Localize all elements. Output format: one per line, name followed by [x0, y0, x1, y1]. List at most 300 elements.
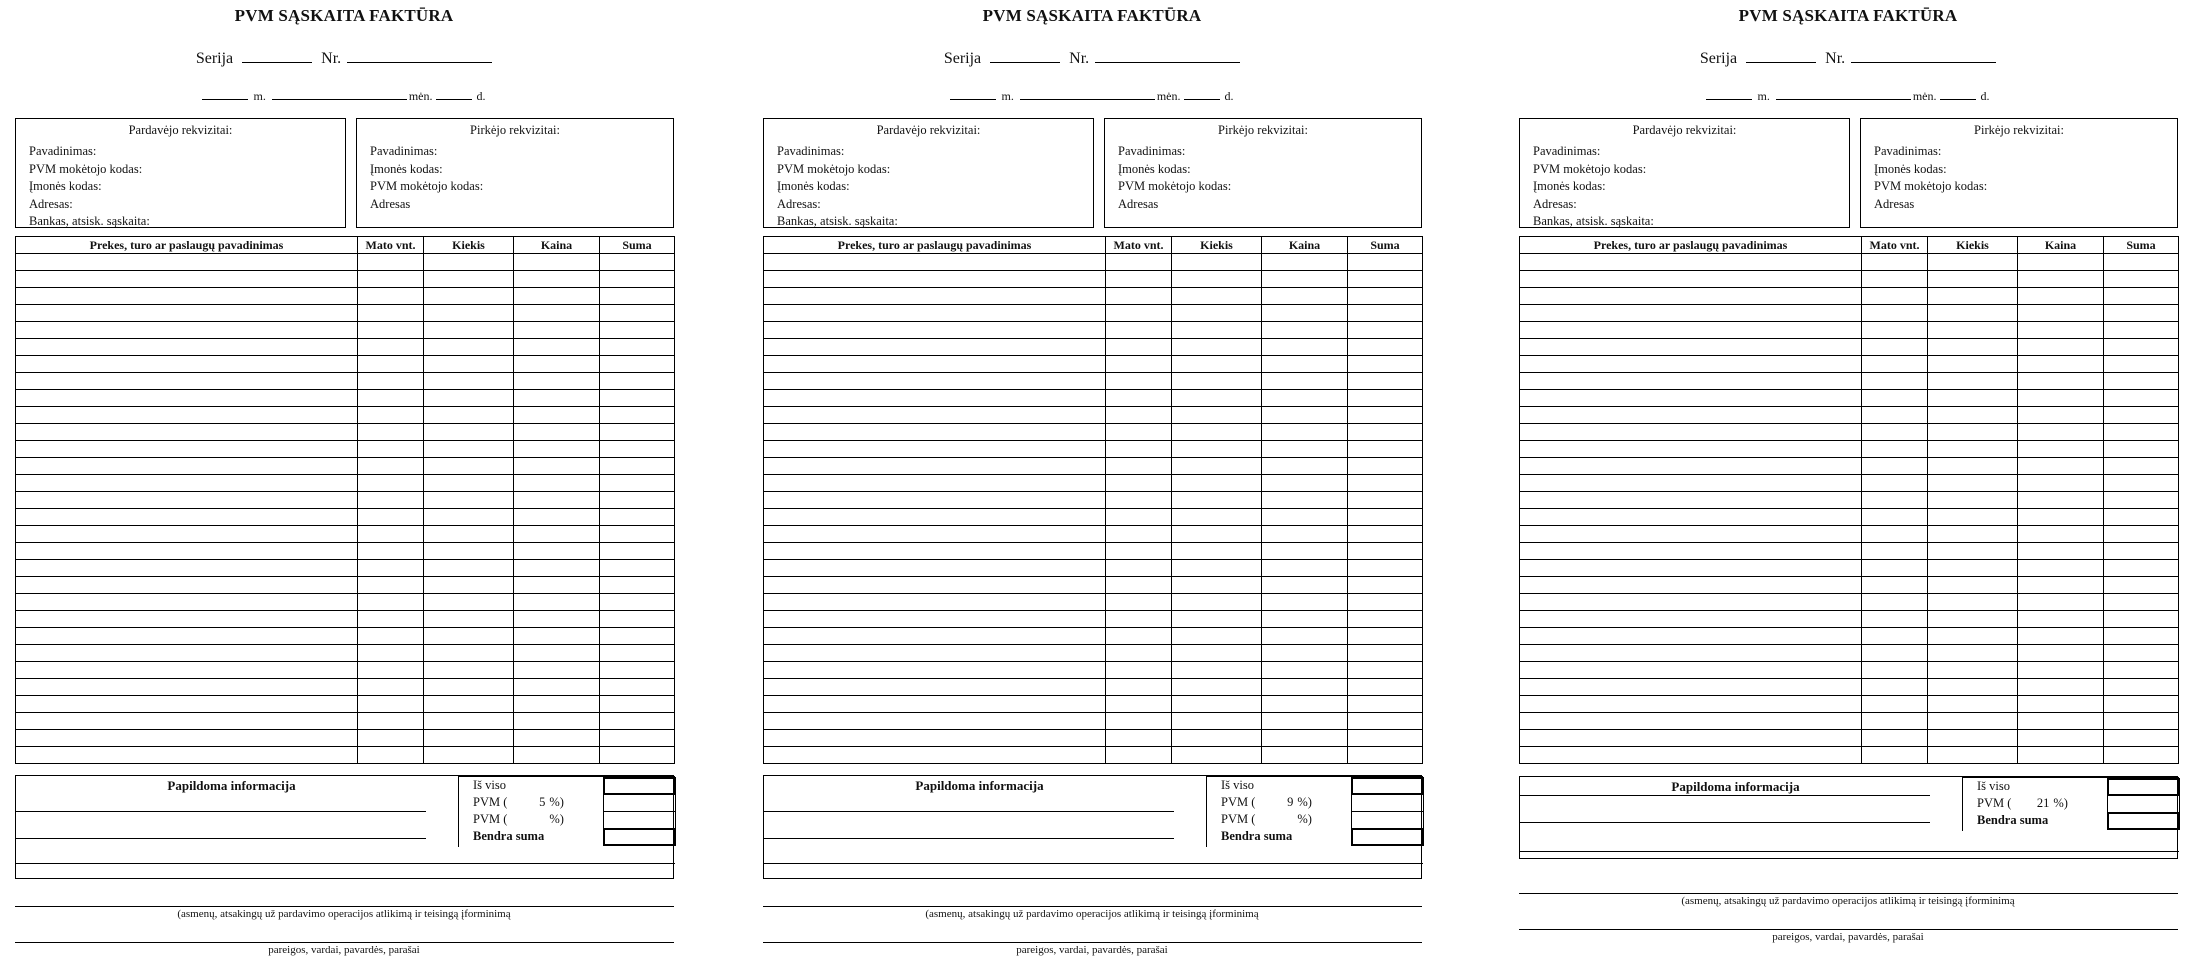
table-cell[interactable]	[1348, 594, 1423, 611]
table-cell[interactable]	[1862, 271, 1928, 288]
table-cell[interactable]	[514, 730, 600, 747]
table-cell[interactable]	[1348, 305, 1423, 322]
table-cell[interactable]	[1928, 577, 2018, 594]
table-cell[interactable]	[1862, 560, 1928, 577]
month-field[interactable]	[1776, 88, 1911, 100]
serija-field[interactable]	[990, 48, 1060, 63]
table-cell[interactable]	[2104, 747, 2179, 764]
table-cell[interactable]	[1348, 611, 1423, 628]
table-cell[interactable]	[764, 305, 1106, 322]
table-cell[interactable]	[1928, 356, 2018, 373]
table-cell[interactable]	[1262, 577, 1348, 594]
table-cell[interactable]	[1348, 628, 1423, 645]
table-cell[interactable]	[16, 645, 358, 662]
table-cell[interactable]	[1348, 679, 1423, 696]
table-cell[interactable]	[1862, 628, 1928, 645]
table-cell[interactable]	[358, 611, 424, 628]
vat-amount-cell[interactable]	[1351, 811, 1424, 829]
table-cell[interactable]	[2018, 594, 2104, 611]
table-cell[interactable]	[1106, 543, 1172, 560]
table-cell[interactable]	[514, 560, 600, 577]
table-cell[interactable]	[1348, 271, 1423, 288]
table-cell[interactable]	[514, 628, 600, 645]
table-cell[interactable]	[424, 696, 514, 713]
table-cell[interactable]	[1106, 424, 1172, 441]
table-cell[interactable]	[424, 271, 514, 288]
table-cell[interactable]	[1862, 526, 1928, 543]
day-field[interactable]	[1940, 88, 1976, 100]
table-cell[interactable]	[1520, 560, 1862, 577]
table-cell[interactable]	[2018, 407, 2104, 424]
table-cell[interactable]	[514, 373, 600, 390]
table-cell[interactable]	[1862, 696, 1928, 713]
table-cell[interactable]	[764, 288, 1106, 305]
table-cell[interactable]	[1106, 679, 1172, 696]
table-cell[interactable]	[1106, 288, 1172, 305]
table-cell[interactable]	[16, 526, 358, 543]
table-cell[interactable]	[2018, 271, 2104, 288]
table-cell[interactable]	[1262, 594, 1348, 611]
table-cell[interactable]	[1262, 458, 1348, 475]
table-cell[interactable]	[1262, 662, 1348, 679]
table-cell[interactable]	[424, 492, 514, 509]
day-field[interactable]	[436, 88, 472, 100]
table-cell[interactable]	[1262, 305, 1348, 322]
nr-field[interactable]	[347, 48, 492, 63]
table-cell[interactable]	[1520, 611, 1862, 628]
table-cell[interactable]	[2018, 526, 2104, 543]
table-cell[interactable]	[1262, 339, 1348, 356]
table-cell[interactable]	[764, 322, 1106, 339]
table-cell[interactable]	[1928, 747, 2018, 764]
table-cell[interactable]	[16, 679, 358, 696]
table-cell[interactable]	[2104, 390, 2179, 407]
table-cell[interactable]	[1262, 679, 1348, 696]
table-cell[interactable]	[16, 577, 358, 594]
table-cell[interactable]	[358, 577, 424, 594]
table-cell[interactable]	[1348, 390, 1423, 407]
table-cell[interactable]	[514, 288, 600, 305]
table-cell[interactable]	[1106, 305, 1172, 322]
table-cell[interactable]	[424, 424, 514, 441]
table-cell[interactable]	[600, 475, 675, 492]
table-cell[interactable]	[1172, 730, 1262, 747]
table-cell[interactable]	[358, 254, 424, 271]
table-cell[interactable]	[514, 424, 600, 441]
table-cell[interactable]	[2018, 441, 2104, 458]
table-cell[interactable]	[1348, 560, 1423, 577]
vat-amount-cell[interactable]	[603, 794, 676, 812]
table-cell[interactable]	[1262, 492, 1348, 509]
table-cell[interactable]	[764, 339, 1106, 356]
table-cell[interactable]	[1106, 407, 1172, 424]
table-cell[interactable]	[764, 390, 1106, 407]
month-field[interactable]	[1020, 88, 1155, 100]
table-cell[interactable]	[358, 271, 424, 288]
table-cell[interactable]	[600, 424, 675, 441]
table-cell[interactable]	[1520, 288, 1862, 305]
table-cell[interactable]	[358, 492, 424, 509]
table-cell[interactable]	[2104, 305, 2179, 322]
table-cell[interactable]	[1348, 696, 1423, 713]
table-cell[interactable]	[1262, 747, 1348, 764]
table-cell[interactable]	[2018, 492, 2104, 509]
table-cell[interactable]	[2104, 373, 2179, 390]
table-cell[interactable]	[1520, 441, 1862, 458]
table-cell[interactable]	[1862, 373, 1928, 390]
table-cell[interactable]	[424, 713, 514, 730]
table-cell[interactable]	[600, 526, 675, 543]
table-cell[interactable]	[1172, 407, 1262, 424]
table-cell[interactable]	[358, 407, 424, 424]
grand-total-amount-cell[interactable]	[2107, 812, 2180, 830]
table-cell[interactable]	[514, 441, 600, 458]
table-cell[interactable]	[1348, 339, 1423, 356]
table-cell[interactable]	[600, 747, 675, 764]
table-cell[interactable]	[1928, 288, 2018, 305]
table-cell[interactable]	[514, 747, 600, 764]
table-cell[interactable]	[2018, 373, 2104, 390]
month-field[interactable]	[272, 88, 407, 100]
table-cell[interactable]	[358, 339, 424, 356]
table-cell[interactable]	[1106, 492, 1172, 509]
table-cell[interactable]	[16, 713, 358, 730]
table-cell[interactable]	[1928, 305, 2018, 322]
table-cell[interactable]	[764, 492, 1106, 509]
table-cell[interactable]	[16, 611, 358, 628]
table-cell[interactable]	[764, 441, 1106, 458]
table-cell[interactable]	[358, 594, 424, 611]
table-cell[interactable]	[1862, 747, 1928, 764]
table-cell[interactable]	[1520, 662, 1862, 679]
table-cell[interactable]	[1928, 475, 2018, 492]
table-cell[interactable]	[1348, 424, 1423, 441]
table-cell[interactable]	[2104, 441, 2179, 458]
table-cell[interactable]	[1262, 288, 1348, 305]
table-cell[interactable]	[16, 254, 358, 271]
table-cell[interactable]	[16, 594, 358, 611]
table-cell[interactable]	[1928, 458, 2018, 475]
table-cell[interactable]	[1928, 560, 2018, 577]
table-cell[interactable]	[424, 526, 514, 543]
table-cell[interactable]	[1928, 611, 2018, 628]
table-cell[interactable]	[1172, 305, 1262, 322]
table-cell[interactable]	[1106, 747, 1172, 764]
table-cell[interactable]	[2104, 730, 2179, 747]
day-field[interactable]	[1184, 88, 1220, 100]
table-cell[interactable]	[358, 696, 424, 713]
table-cell[interactable]	[1928, 730, 2018, 747]
table-cell[interactable]	[600, 271, 675, 288]
table-cell[interactable]	[2018, 696, 2104, 713]
table-cell[interactable]	[2018, 339, 2104, 356]
table-cell[interactable]	[1862, 288, 1928, 305]
table-cell[interactable]	[2018, 509, 2104, 526]
table-cell[interactable]	[1928, 594, 2018, 611]
table-cell[interactable]	[358, 305, 424, 322]
table-cell[interactable]	[600, 492, 675, 509]
table-cell[interactable]	[2018, 747, 2104, 764]
table-cell[interactable]	[16, 458, 358, 475]
table-cell[interactable]	[1172, 339, 1262, 356]
table-cell[interactable]	[514, 543, 600, 560]
table-cell[interactable]	[424, 543, 514, 560]
table-cell[interactable]	[764, 254, 1106, 271]
table-cell[interactable]	[1172, 492, 1262, 509]
table-cell[interactable]	[1106, 611, 1172, 628]
table-cell[interactable]	[1262, 424, 1348, 441]
table-cell[interactable]	[1348, 254, 1423, 271]
table-cell[interactable]	[514, 662, 600, 679]
table-cell[interactable]	[764, 271, 1106, 288]
table-cell[interactable]	[1262, 356, 1348, 373]
table-cell[interactable]	[1262, 509, 1348, 526]
table-cell[interactable]	[358, 628, 424, 645]
table-cell[interactable]	[2104, 407, 2179, 424]
table-cell[interactable]	[1262, 441, 1348, 458]
table-cell[interactable]	[2104, 254, 2179, 271]
year-field[interactable]	[202, 88, 248, 100]
table-cell[interactable]	[424, 560, 514, 577]
table-cell[interactable]	[600, 458, 675, 475]
table-cell[interactable]	[764, 458, 1106, 475]
table-cell[interactable]	[1862, 322, 1928, 339]
table-cell[interactable]	[1348, 577, 1423, 594]
table-cell[interactable]	[514, 407, 600, 424]
table-cell[interactable]	[514, 696, 600, 713]
nr-field[interactable]	[1095, 48, 1240, 63]
table-cell[interactable]	[1106, 271, 1172, 288]
table-cell[interactable]	[1262, 713, 1348, 730]
table-cell[interactable]	[764, 475, 1106, 492]
table-cell[interactable]	[1106, 662, 1172, 679]
table-cell[interactable]	[1928, 662, 2018, 679]
table-cell[interactable]	[16, 407, 358, 424]
table-cell[interactable]	[514, 577, 600, 594]
table-cell[interactable]	[1262, 730, 1348, 747]
table-cell[interactable]	[1348, 441, 1423, 458]
table-cell[interactable]	[1862, 543, 1928, 560]
table-cell[interactable]	[600, 322, 675, 339]
table-cell[interactable]	[600, 594, 675, 611]
table-cell[interactable]	[2104, 679, 2179, 696]
table-cell[interactable]	[1520, 492, 1862, 509]
table-cell[interactable]	[764, 560, 1106, 577]
table-cell[interactable]	[1172, 424, 1262, 441]
table-cell[interactable]	[1262, 271, 1348, 288]
table-cell[interactable]	[1172, 747, 1262, 764]
table-cell[interactable]	[1520, 339, 1862, 356]
grand-total-amount-cell[interactable]	[603, 828, 676, 846]
table-cell[interactable]	[1862, 475, 1928, 492]
table-cell[interactable]	[1172, 373, 1262, 390]
table-cell[interactable]	[764, 543, 1106, 560]
table-cell[interactable]	[600, 356, 675, 373]
table-cell[interactable]	[2018, 560, 2104, 577]
table-cell[interactable]	[2018, 662, 2104, 679]
year-field[interactable]	[950, 88, 996, 100]
table-cell[interactable]	[1106, 475, 1172, 492]
table-cell[interactable]	[1348, 543, 1423, 560]
table-cell[interactable]	[1348, 509, 1423, 526]
table-cell[interactable]	[358, 390, 424, 407]
table-cell[interactable]	[1862, 679, 1928, 696]
table-cell[interactable]	[2018, 475, 2104, 492]
table-cell[interactable]	[2018, 645, 2104, 662]
table-cell[interactable]	[1172, 696, 1262, 713]
table-cell[interactable]	[600, 679, 675, 696]
table-cell[interactable]	[2104, 339, 2179, 356]
table-cell[interactable]	[600, 730, 675, 747]
table-cell[interactable]	[2104, 356, 2179, 373]
table-cell[interactable]	[764, 747, 1106, 764]
table-cell[interactable]	[1520, 645, 1862, 662]
table-cell[interactable]	[600, 390, 675, 407]
table-cell[interactable]	[600, 339, 675, 356]
table-cell[interactable]	[1262, 322, 1348, 339]
table-cell[interactable]	[1262, 696, 1348, 713]
table-cell[interactable]	[2018, 254, 2104, 271]
table-cell[interactable]	[16, 747, 358, 764]
table-cell[interactable]	[1262, 373, 1348, 390]
table-cell[interactable]	[358, 458, 424, 475]
year-field[interactable]	[1706, 88, 1752, 100]
table-cell[interactable]	[2104, 628, 2179, 645]
table-cell[interactable]	[1520, 305, 1862, 322]
table-cell[interactable]	[16, 475, 358, 492]
table-cell[interactable]	[1106, 441, 1172, 458]
table-cell[interactable]	[16, 390, 358, 407]
table-cell[interactable]	[424, 662, 514, 679]
table-cell[interactable]	[1862, 713, 1928, 730]
table-cell[interactable]	[16, 356, 358, 373]
table-cell[interactable]	[1348, 730, 1423, 747]
table-cell[interactable]	[1172, 390, 1262, 407]
table-cell[interactable]	[358, 713, 424, 730]
table-cell[interactable]	[600, 305, 675, 322]
table-cell[interactable]	[514, 526, 600, 543]
table-cell[interactable]	[1862, 424, 1928, 441]
table-cell[interactable]	[1106, 322, 1172, 339]
table-cell[interactable]	[1262, 645, 1348, 662]
table-cell[interactable]	[1106, 730, 1172, 747]
table-cell[interactable]	[16, 628, 358, 645]
table-cell[interactable]	[1520, 730, 1862, 747]
table-cell[interactable]	[2104, 577, 2179, 594]
table-cell[interactable]	[2104, 645, 2179, 662]
table-cell[interactable]	[2018, 288, 2104, 305]
table-cell[interactable]	[16, 322, 358, 339]
table-cell[interactable]	[1928, 509, 2018, 526]
table-cell[interactable]	[1928, 373, 2018, 390]
table-cell[interactable]	[1106, 560, 1172, 577]
table-cell[interactable]	[1928, 696, 2018, 713]
table-cell[interactable]	[600, 560, 675, 577]
vat-amount-cell[interactable]	[603, 811, 676, 829]
table-cell[interactable]	[764, 679, 1106, 696]
table-cell[interactable]	[1106, 696, 1172, 713]
table-cell[interactable]	[1862, 577, 1928, 594]
table-cell[interactable]	[1862, 305, 1928, 322]
table-cell[interactable]	[1862, 390, 1928, 407]
table-cell[interactable]	[1928, 526, 2018, 543]
table-cell[interactable]	[1520, 458, 1862, 475]
table-cell[interactable]	[1106, 628, 1172, 645]
table-cell[interactable]	[1862, 509, 1928, 526]
table-cell[interactable]	[1348, 458, 1423, 475]
table-cell[interactable]	[1862, 356, 1928, 373]
table-cell[interactable]	[1348, 373, 1423, 390]
table-cell[interactable]	[358, 475, 424, 492]
table-cell[interactable]	[424, 645, 514, 662]
table-cell[interactable]	[1862, 594, 1928, 611]
table-cell[interactable]	[16, 662, 358, 679]
table-cell[interactable]	[2018, 730, 2104, 747]
table-cell[interactable]	[1928, 441, 2018, 458]
table-cell[interactable]	[424, 305, 514, 322]
table-cell[interactable]	[1172, 526, 1262, 543]
table-cell[interactable]	[764, 526, 1106, 543]
table-cell[interactable]	[1172, 611, 1262, 628]
table-cell[interactable]	[1928, 713, 2018, 730]
table-cell[interactable]	[1862, 645, 1928, 662]
table-cell[interactable]	[1520, 475, 1862, 492]
table-cell[interactable]	[764, 730, 1106, 747]
table-cell[interactable]	[1862, 254, 1928, 271]
table-cell[interactable]	[1348, 475, 1423, 492]
table-cell[interactable]	[1172, 509, 1262, 526]
table-cell[interactable]	[1348, 662, 1423, 679]
table-cell[interactable]	[358, 662, 424, 679]
table-cell[interactable]	[424, 594, 514, 611]
table-cell[interactable]	[1928, 645, 2018, 662]
serija-field[interactable]	[242, 48, 312, 63]
table-cell[interactable]	[764, 713, 1106, 730]
table-cell[interactable]	[1520, 713, 1862, 730]
table-cell[interactable]	[1520, 390, 1862, 407]
table-cell[interactable]	[514, 390, 600, 407]
table-cell[interactable]	[764, 509, 1106, 526]
table-cell[interactable]	[600, 373, 675, 390]
table-cell[interactable]	[424, 441, 514, 458]
table-cell[interactable]	[1106, 594, 1172, 611]
table-cell[interactable]	[1262, 390, 1348, 407]
table-cell[interactable]	[1348, 288, 1423, 305]
table-cell[interactable]	[424, 679, 514, 696]
table-cell[interactable]	[514, 713, 600, 730]
table-cell[interactable]	[1348, 492, 1423, 509]
table-cell[interactable]	[1928, 424, 2018, 441]
table-cell[interactable]	[16, 424, 358, 441]
table-cell[interactable]	[424, 373, 514, 390]
table-cell[interactable]	[764, 645, 1106, 662]
table-cell[interactable]	[1520, 577, 1862, 594]
table-cell[interactable]	[2104, 526, 2179, 543]
table-cell[interactable]	[1520, 271, 1862, 288]
table-cell[interactable]	[1106, 254, 1172, 271]
table-cell[interactable]	[424, 407, 514, 424]
table-cell[interactable]	[358, 730, 424, 747]
table-cell[interactable]	[2018, 458, 2104, 475]
table-cell[interactable]	[1520, 356, 1862, 373]
table-cell[interactable]	[424, 747, 514, 764]
table-cell[interactable]	[600, 441, 675, 458]
table-cell[interactable]	[2018, 322, 2104, 339]
table-cell[interactable]	[2104, 288, 2179, 305]
table-cell[interactable]	[424, 458, 514, 475]
table-cell[interactable]	[1172, 441, 1262, 458]
table-cell[interactable]	[424, 577, 514, 594]
